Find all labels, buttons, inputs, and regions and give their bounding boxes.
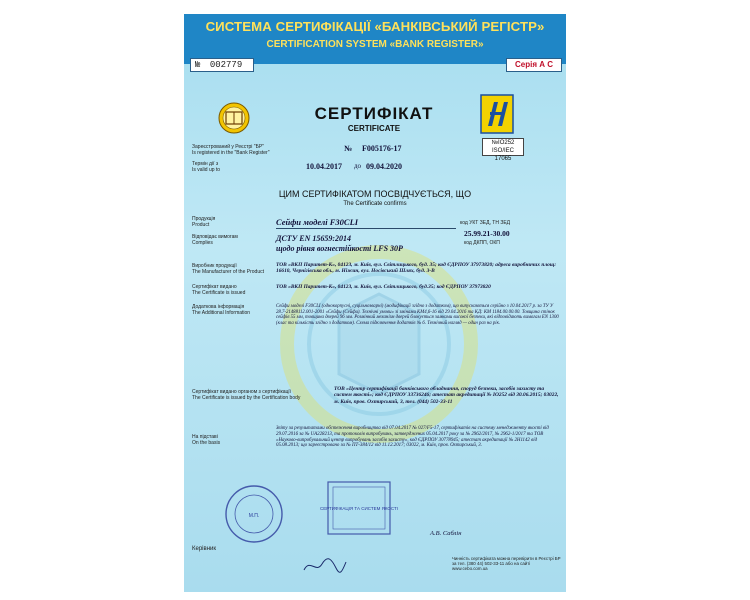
signatory-name: А.В. Саблін — [430, 530, 462, 537]
product-label-ua: Продукція — [192, 216, 216, 222]
header-title: СИСТЕМА СЕРТИФІКАЦІЇ «БАНКІВСЬКИЙ РЕГІСТР» — [205, 19, 545, 34]
header-band — [184, 14, 566, 64]
certificate-page — [184, 14, 566, 592]
confirms-heading-en: The Certificate confirms — [343, 201, 407, 207]
code-ukt-label: код УКТ ЗЕД, ТН ЗЕД — [460, 220, 511, 226]
basis-label-en: On the basis — [192, 440, 221, 446]
additional-info-label-en: The Additional Information — [192, 310, 251, 316]
cert-number-prefix: № — [344, 144, 353, 153]
header-subtitle: CERTIFICATION SYSTEM «BANK REGISTER» — [266, 39, 484, 50]
manufacturer-value: ТОВ «ВКП Паритет-К», 04123, м. Київ, вул. Світлицького, буд. 35; код ЄДРПОУ 37973820; адреса виробничих площ: 16610, Чернігівська обл., м. Ніжин, вул. Носівський Шлях, буд. 3-В — [276, 262, 557, 275]
iso-standard: ISO/IEC 17065 — [491, 148, 514, 162]
additional-info-label-ua: Додаткова інформація — [192, 304, 245, 310]
footer-note: Чинність сертифіката можна перевірити в Реєстрі БР за тел. (380 44) 502-33-11 або на сайті www.cebo.com.ua — [452, 556, 561, 571]
cert-body-label — [192, 389, 300, 401]
product-underline — [276, 228, 456, 229]
cert-body-value: ТОВ «Центр сертифікації банківського обладнання, споруд безпеки, засобів захисту та систем якості»; код ЄДРПОУ 33736246; атестат акредитації № IO252 від 30.06.2015; 03022, м. Київ, пров. Охтирський, 3, тел. (044) 502-33-11 — [334, 386, 559, 405]
complies-fire-level: щодо рівня вогнестійкості LFS 30P — [276, 244, 403, 253]
series-label: Серія — [514, 60, 537, 69]
complies-label-ua: Відповідає вимогам — [192, 234, 238, 240]
manufacturer-label — [192, 263, 264, 275]
series-box — [506, 58, 562, 72]
stamp-text: СЕРТИФІКАЦІЯ ТА СИСТЕМ ЯКОСТІ — [319, 506, 399, 511]
certificate-title-en: CERTIFICATE — [347, 124, 401, 133]
cscb-logo-icon — [218, 102, 250, 134]
validity-label-en: Is valid up to — [192, 167, 221, 173]
head-label: Керівник — [192, 546, 216, 552]
registered-label-ua: Зареєстрований у Реєстрі "БР" — [192, 144, 264, 150]
validity-label-ua: Термін дії з — [192, 161, 219, 167]
valid-from: 10.04.2017 — [306, 162, 342, 171]
validity-label — [192, 161, 220, 173]
serial-number: 002779 — [209, 60, 243, 70]
cert-number: F005176-17 — [362, 144, 402, 153]
complies-label — [192, 234, 238, 246]
svg-text:М.П.: М.П. — [248, 513, 260, 519]
valid-to: 09.04.2020 — [366, 162, 402, 171]
code-dkpp-label: код ДКПП, ОКП — [464, 240, 500, 246]
issued-to-label-en: The Certificate is issued — [192, 290, 246, 296]
iso-number: №IO252 — [491, 140, 515, 146]
complies-label-en: Complies — [192, 240, 213, 246]
code-ukt-value: 25.99.21-30.00 — [464, 229, 510, 238]
signature-icon — [302, 556, 348, 576]
basis-label — [192, 434, 220, 446]
additional-info-label — [192, 304, 250, 316]
product-label-en: Product — [192, 222, 210, 228]
confirms-heading: ЦИМ СЕРТИФІКАТОМ ПОСВІДЧУЄТЬСЯ, ЩО — [278, 189, 472, 199]
basis-value: Звіту за результатами обстеження виробництва від 07.04.2017 № 027/F5-17, сертифікатів на систему менеджменту якості від 29.07.2016 за № UA228213, та протоколів випробувань, затверджених 05.04.2017 року за № 2962/2017, № 2962-1/2017 та ТОВ «Науково-випробувальний центр випробувань засобів захисту», код ЄДРПОУ 30778945; атестат акредитації № 2Н1142 від 05.08.2013; що зареєстровано за № ПТ-384/12 від 11.12.2017; 03022, м. Київ, пров. Охтирський, 3. — [276, 426, 549, 449]
round-seal-stamp-icon — [224, 484, 284, 544]
issued-to-label-ua: Сертифікат видано — [192, 284, 237, 290]
issued-to-label — [192, 284, 245, 296]
product-value: Сейфи моделі F30CLI — [276, 217, 359, 227]
accreditation-logo-icon — [480, 94, 514, 134]
serial-prefix: № — [195, 60, 201, 70]
manufacturer-label-en: The Manufacturer of the Product — [192, 269, 264, 275]
issued-to-value: ТОВ «ВКП Паритет-К», 04123, м. Київ, вул. Світлицького, буд.35; код ЄДРПОУ 37973820 — [276, 284, 491, 290]
manufacturer-label-ua: Виробник продукції — [192, 263, 237, 269]
iso-accreditation-box — [482, 138, 524, 162]
cert-body-label-en: The Certificate is issued by the Certification body — [192, 395, 301, 401]
serial-number-box — [190, 58, 254, 72]
valid-separator: до — [354, 162, 362, 170]
registered-label-en: Is registered in the "Bank Register" — [192, 150, 270, 156]
registered-label — [192, 144, 269, 156]
cert-body-label-ua: Сертифікат видано органом з сертифікації — [192, 389, 291, 395]
certificate-title: СЕРТИФІКАТ — [314, 104, 434, 123]
series-value: А С — [539, 60, 554, 69]
additional-info-value: Сейфи моделі F30CLI (однокорпусні, суцільнозварні) (модифікації згідно з додатком), що випускаються серійно з 10.04.2017 р. за ТУ У 28.7-21488112.001-2001 «Сейфи (Сейфи). Технічні умови» зі змінами КМ4,6-16 від 29.04.2016 та КД: КМ 1184.00.00.00. Товщина стінок сейфів 55 мм, товщина дверей 96 мм. Розмінний механізм дверей блокується замками високої безпеки, які відповідають вимогам EN 1300 (клас та кількість згідно з додатком). Схема підключення додатків № 6. Технічний нагляд — один раз на рік. — [276, 304, 559, 326]
product-label — [192, 216, 215, 228]
complies-standard: ДСТУ EN 15659:2014 — [276, 234, 352, 243]
certification-stamp-icon — [319, 478, 399, 538]
basis-label-ua: На підставі — [192, 434, 218, 440]
